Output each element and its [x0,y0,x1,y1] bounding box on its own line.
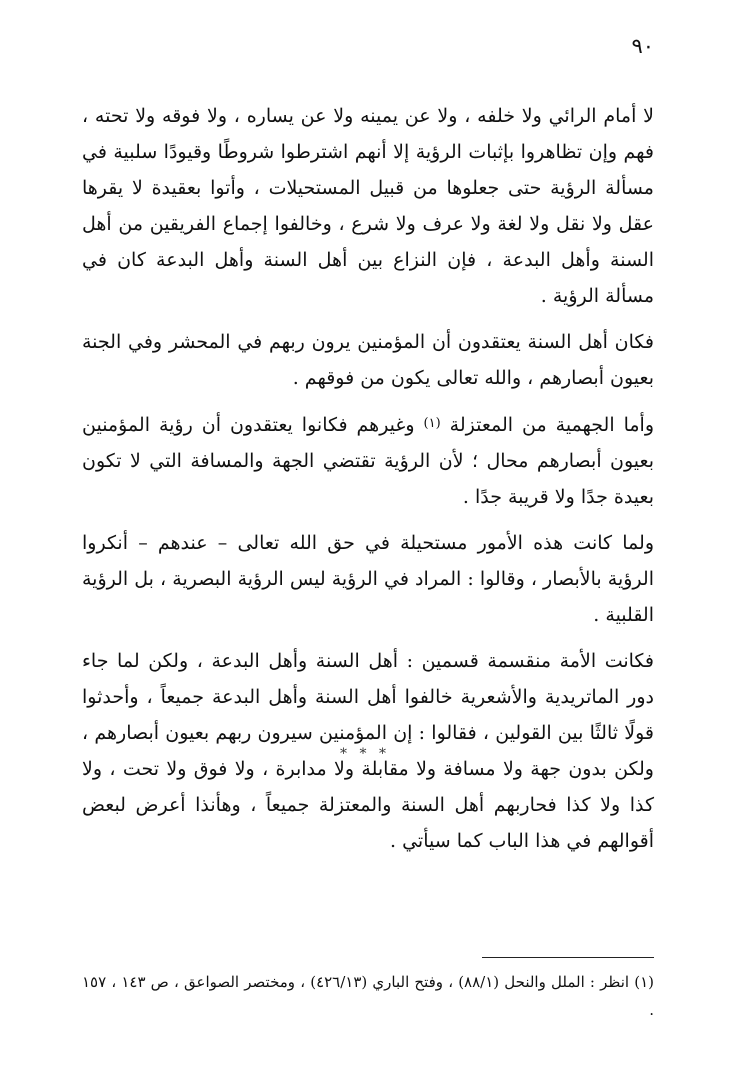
paragraph-3-before: وأما الجهمية من المعتزلة [449,414,655,436]
paragraph-3 [82,406,654,515]
footnote-1: (١) انظر : الملل والنحل (٨٨/١) ، وفتح الباري (٤٢٦/١٣) ، ومختصر الصواعق ، ص ١٤٣ ، ١٥٧ . [82,973,654,1019]
paragraph-3-after: وغيرهم فكانوا يعتقدون أن رؤية المؤمنين بعيون أبصارهم محال ؛ لأن الرؤية تقتضي الجهة والمسافة التي لا تكون بعيدة جدًا ولا قريبة جدًا . [82,414,654,508]
footnote-divider [482,957,654,958]
page-number: ٩٠ [631,34,654,58]
paragraph-4: ولما كانت هذه الأمور مستحيلة في حق الله تعالى – عندهم – أنكروا الرؤية بالأبصار ، وقالوا : المراد في الرؤية ليس الرؤية البصرية ، بل الرؤية القلبية . [82,532,654,626]
paragraph-2: فكان أهل السنة يعتقدون أن المؤمنين يرون ربهم في المحشر وفي الجنة بعيون أبصارهم ، والله تعالى يكون من فوقهم . [82,331,654,389]
footnote-marker-1[interactable]: (١) [423,416,441,431]
paragraph-1: لا أمام الرائي ولا خلفه ، ولا عن يمينه ولا عن يساره ، ولا فوقه ولا تحته ، فهم وإن تظاهروا بإثبات الرؤية إلا أنهم اشترطوا شروطًا وقيودًا سلبية في مسألة الرؤية حتى جعلوها من قبيل المستحيلات ، وأتوا بعقيدة لا يقرها عقل ولا نقل ولا لغة ولا عرف ولا شرع ، وخالفوا إجماع الفريقين من أهل السنة وأهل البدعة ، فإن النزاع بين أهل السنة وأهل البدعة كان في مسألة الرؤية . [82,105,654,307]
section-separator: * * * [340,746,390,762]
paragraph-5: فكانت الأمة منقسمة قسمين : أهل السنة وأهل البدعة ، ولكن لما جاء دور الماتريدية والأشعرية خالفوا أهل السنة وأهل البدعة جميعاً ، وأحدثوا قولًا ثالثًا بين القولين ، فقالوا : إن المؤمنين سيرون ربهم بعيون أبصارهم ، ولكن بدون جهة ولا مسافة ولا مقابلة ولا مدابرة ، ولا فوق ولا تحت ، ولا كذا ولا كذا فحاربهم أهل السنة والمعتزلة جميعاً ، وهأنذا أعرض لبعض أقوالهم في هذا الباب كما سيأتي . [82,650,654,852]
